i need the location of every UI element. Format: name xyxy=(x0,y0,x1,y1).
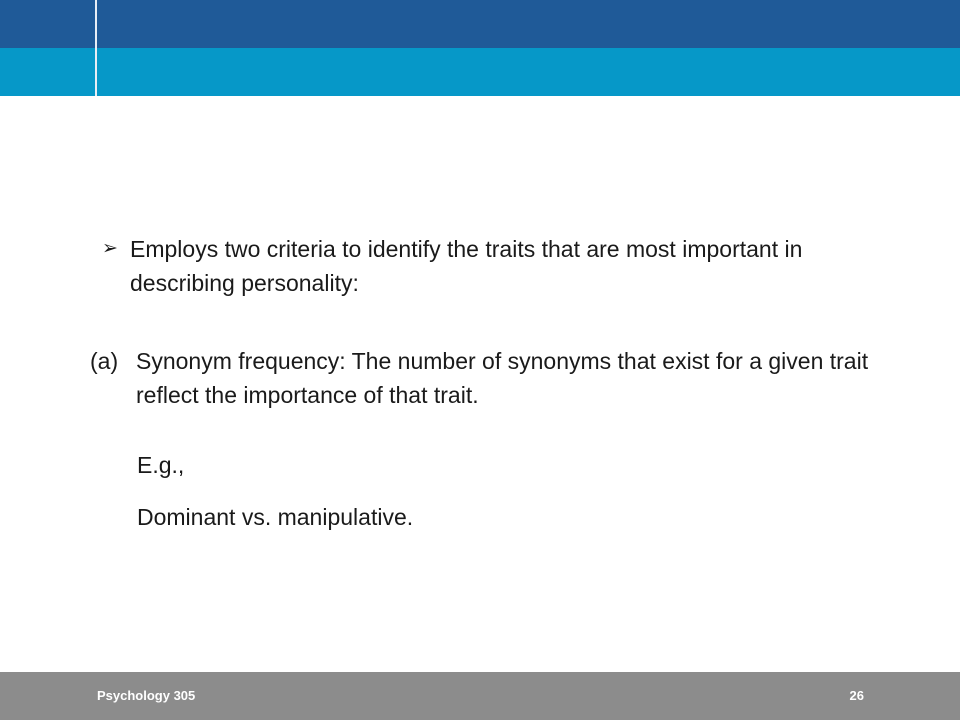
sub-item-marker: (a) xyxy=(90,348,119,374)
header-band-dark xyxy=(0,0,960,48)
footer-course-title: Psychology 305 xyxy=(97,688,196,703)
header-band-light xyxy=(0,48,960,96)
sub-item-a xyxy=(90,344,880,412)
footer-page-number: 26 xyxy=(849,688,864,703)
example-text: Dominant vs. manipulative. xyxy=(137,504,414,530)
sub-item-text: Synonym frequency: The number of synonyms that exist for a given trait reflect the importance of that trait. xyxy=(136,348,869,408)
example-label: E.g., xyxy=(137,452,185,478)
bullet-item xyxy=(102,232,862,300)
bullet-text: Employs two criteria to identify the traits that are most important in describing personality: xyxy=(130,236,803,296)
footer-bar xyxy=(0,672,960,720)
header-divider xyxy=(95,0,97,96)
arrow-bullet-icon: ➢ xyxy=(102,238,118,259)
